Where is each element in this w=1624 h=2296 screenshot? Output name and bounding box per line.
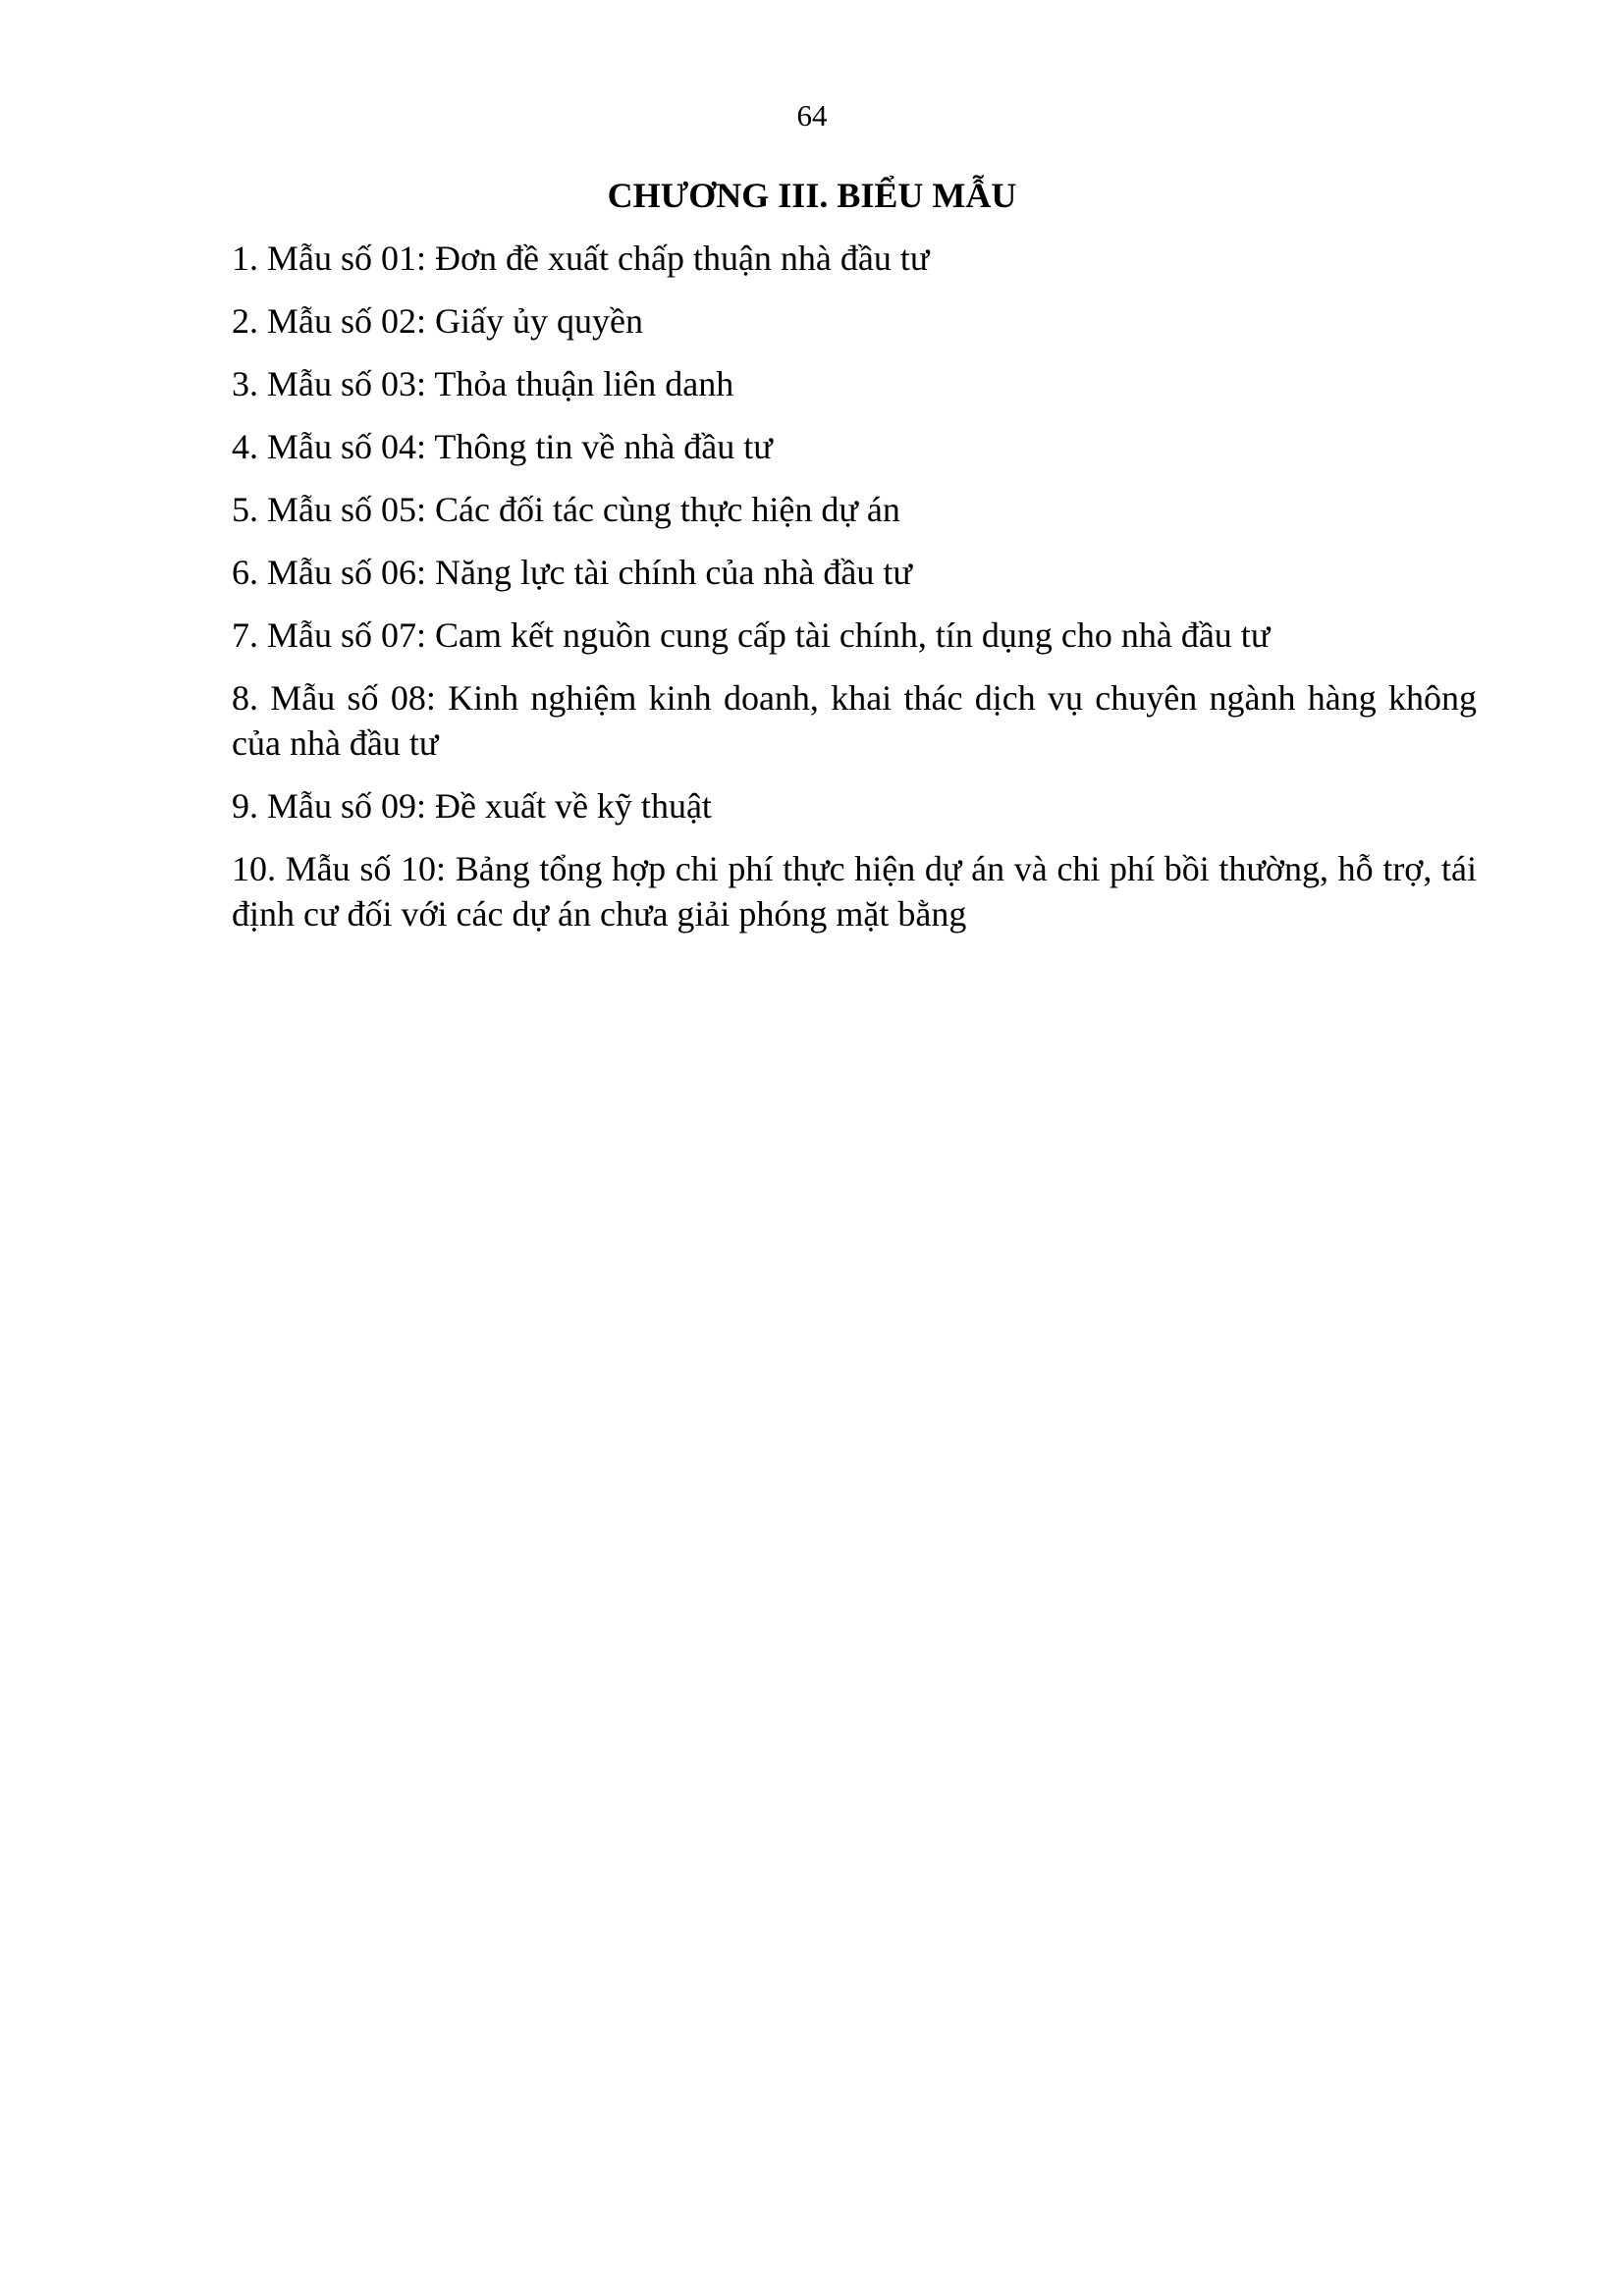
form-item-09: 9. Mẫu số 09: Đề xuất về kỹ thuật <box>232 786 712 826</box>
form-item-01: 1. Mẫu số 01: Đơn đề xuất chấp thuận nhà đầu tư <box>232 239 930 278</box>
page-number: 64 <box>796 98 828 133</box>
form-item-04: 4. Mẫu số 04: Thông tin về nhà đầu tư <box>232 427 773 466</box>
form-list <box>232 236 1477 954</box>
form-item-02: 2. Mẫu số 02: Giấy ủy quyền <box>232 301 643 341</box>
form-item-10: 10. Mẫu số 10: Bảng tổng hợp chi phí thực hiện dự án và chi phí bồi thường, hỗ trợ, tái định cư đối với các dự án chưa giải phóng mặt bằng <box>232 849 1477 934</box>
chapter-title: CHƯƠNG III. BIỂU MẪU <box>607 176 1017 215</box>
form-item-07: 7. Mẫu số 07: Cam kết nguồn cung cấp tài chính, tín dụng cho nhà đầu tư <box>232 615 1271 655</box>
form-item-05: 5. Mẫu số 05: Các đối tác cùng thực hiện dự án <box>232 490 900 529</box>
form-item-06: 6. Mẫu số 06: Năng lực tài chính của nhà đầu tư <box>232 553 912 592</box>
form-item-03: 3. Mẫu số 03: Thỏa thuận liên danh <box>232 364 734 403</box>
form-item-08: 8. Mẫu số 08: Kinh nghiệm kinh doanh, khai thác dịch vụ chuyên ngành hàng không của nhà đầu tư <box>232 678 1477 763</box>
